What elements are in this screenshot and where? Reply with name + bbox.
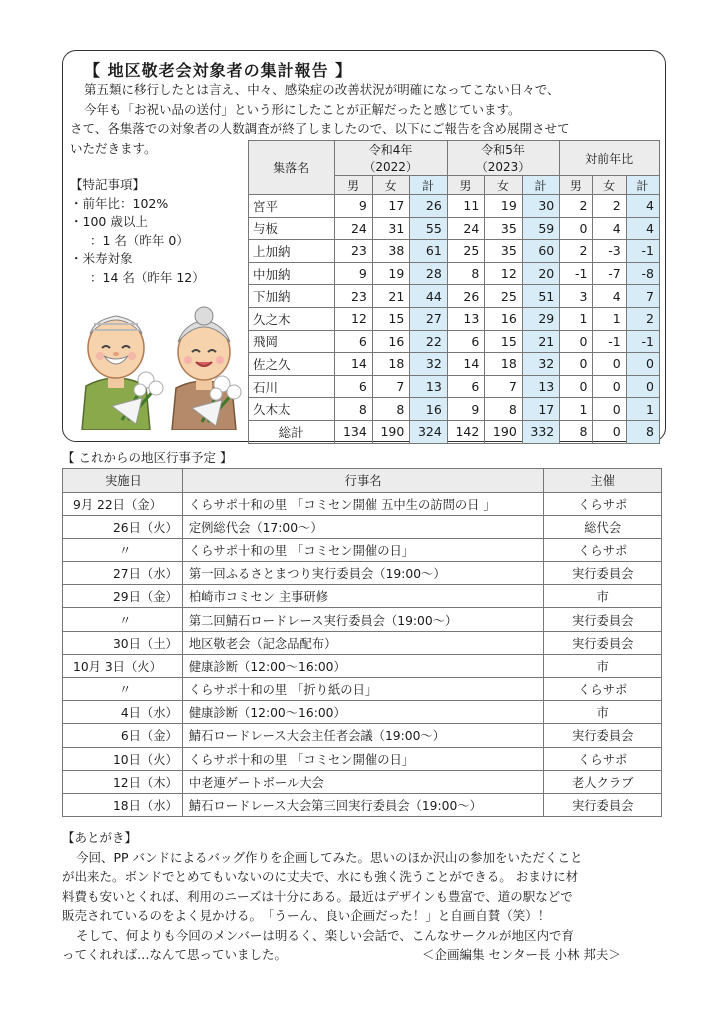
event-organizer: 実行委員会 (544, 562, 662, 585)
total-cell: 13 (410, 375, 447, 398)
count-cell: 15 (485, 330, 522, 353)
count-cell: 13 (447, 307, 484, 330)
count-cell: 16 (485, 307, 522, 330)
intro-line: いただきます。 (70, 140, 157, 156)
schedule-row (63, 492, 662, 515)
total-cell: 28 (410, 262, 447, 285)
sub-total: 計 (522, 176, 559, 195)
schedule-row (63, 678, 662, 701)
village-name: 久之木 (249, 307, 335, 330)
col-village: 集落名 (249, 141, 335, 195)
total-cell: 324 (410, 420, 447, 443)
table-row (249, 398, 660, 421)
event-date: 〃 (63, 538, 183, 561)
elderly-count-table (248, 140, 660, 444)
total-cell: 20 (522, 262, 559, 285)
count-cell: 0 (593, 420, 626, 443)
count-cell: 18 (372, 353, 409, 376)
event-date: 30日（土） (63, 631, 183, 654)
event-organizer: 市 (544, 654, 662, 677)
postscript-line: 今回、PP バンドによるバッグ作りを企画してみた。思いのほか沢山の参加をいただくこと (76, 849, 583, 865)
total-cell: 61 (410, 240, 447, 263)
sub-male: 男 (447, 176, 484, 195)
group-2022-year: （2022） (363, 160, 418, 174)
table-row (249, 240, 660, 263)
count-cell: 17 (372, 195, 409, 218)
group-2023-year: （2023） (475, 160, 531, 174)
notes-heading: 【特記事項】 (70, 177, 146, 192)
count-cell: 9 (335, 262, 372, 285)
count-cell: 190 (485, 420, 522, 443)
total-cell: 4 (626, 217, 659, 240)
count-cell: 14 (335, 353, 372, 376)
total-cell: 51 (522, 285, 559, 308)
sub-female: 女 (593, 176, 626, 195)
event-name: くらサポ十和の里 「折り紙の日」 (182, 678, 544, 701)
sub-total: 計 (410, 176, 447, 195)
total-cell: -8 (626, 262, 659, 285)
report-title: 【 地区敬老会対象者の集計報告 】 (84, 61, 353, 80)
count-cell: 2 (560, 240, 593, 263)
village-name: 下加納 (249, 285, 335, 308)
event-date: 26日（火） (63, 515, 183, 538)
group-2022-label: 令和4年 (368, 143, 413, 157)
schedule-row (63, 747, 662, 770)
schedule-table (62, 468, 662, 817)
total-cell: 1 (626, 398, 659, 421)
total-cell: 27 (410, 307, 447, 330)
count-cell: 6 (447, 330, 484, 353)
count-cell: 6 (447, 375, 484, 398)
schedule-row (63, 701, 662, 724)
total-cell: 13 (522, 375, 559, 398)
col-group-diff: 対前年比 (560, 141, 660, 176)
schedule-title: 【 これからの地区行事予定 】 (62, 450, 233, 465)
count-cell: 2 (593, 195, 626, 218)
event-name: 柏崎市コミセン 主事研修 (182, 585, 544, 608)
count-cell: 0 (593, 398, 626, 421)
event-date: 4日（水） (63, 701, 183, 724)
note-line: ・米寿対象 (70, 251, 133, 266)
total-cell: 16 (410, 398, 447, 421)
schedule-row (63, 770, 662, 793)
schedule-row (63, 562, 662, 585)
event-name: くらサポ十和の里 「コミセン開催 五中生の訪問の日 」 (182, 492, 544, 515)
postscript-line: そして、何よりも今回のメンバーは明るく、楽しい会話で、こんなサークルが地区内で育 (76, 927, 575, 943)
total-cell: 60 (522, 240, 559, 263)
table-row (249, 217, 660, 240)
postscript (62, 828, 666, 965)
count-cell: 8 (335, 398, 372, 421)
table-row (249, 262, 660, 285)
schedule-row (63, 654, 662, 677)
event-name: 定例総代会（17:00～） (182, 515, 544, 538)
total-cell: 32 (522, 353, 559, 376)
count-cell: 23 (335, 285, 372, 308)
col-group-2022 (335, 141, 447, 176)
sub-male: 男 (560, 176, 593, 195)
total-cell: 30 (522, 195, 559, 218)
total-cell: -1 (626, 240, 659, 263)
event-name: 健康診断（12:00～16:00） (182, 701, 544, 724)
count-cell: 38 (372, 240, 409, 263)
postscript-line: 販売されているのをよく見かける。 「うーん、良い企画だった！」と自画自賛（笑）！ (62, 908, 551, 923)
col-date: 実施日 (63, 469, 183, 493)
postscript-heading: 【あとがき】 (62, 830, 138, 845)
total-cell: 22 (410, 330, 447, 353)
event-name: くらサポ十和の里 「コミセン開催の日」 (182, 538, 544, 561)
intro-line: さて、各集落での対象者の人数調査が終了しましたので、以下にご報告を含め展開させて (70, 121, 570, 136)
event-name: 鯖石ロードレース大会第三回実行委員会（19:00～） (182, 793, 544, 816)
count-cell: -1 (560, 262, 593, 285)
count-cell: 26 (447, 285, 484, 308)
elderly-couple-illustration (72, 290, 248, 430)
note-line: ：1 名（昨年 0） (90, 232, 189, 248)
schedule-row (63, 608, 662, 631)
table-row (249, 307, 660, 330)
event-name: 中老連ゲートボール大会 (182, 770, 544, 793)
count-cell: 18 (485, 353, 522, 376)
count-cell: 19 (372, 262, 409, 285)
event-organizer: 実行委員会 (544, 631, 662, 654)
event-date: 9月 22日（金） (63, 492, 183, 515)
sub-total: 計 (626, 176, 659, 195)
count-cell: 3 (560, 285, 593, 308)
grandfather-figure (82, 316, 150, 430)
count-cell: 0 (560, 375, 593, 398)
sub-male: 男 (335, 176, 372, 195)
count-cell: 25 (447, 240, 484, 263)
schedule-row (63, 724, 662, 747)
event-date: 12日（木） (63, 770, 183, 793)
total-cell: 21 (522, 330, 559, 353)
village-name: 上加納 (249, 240, 335, 263)
total-cell: 29 (522, 307, 559, 330)
total-cell: 59 (522, 217, 559, 240)
event-date: 18日（水） (63, 793, 183, 816)
event-organizer: 実行委員会 (544, 724, 662, 747)
count-cell: 8 (372, 398, 409, 421)
total-row (249, 420, 660, 443)
count-cell: 24 (447, 217, 484, 240)
event-organizer: 実行委員会 (544, 793, 662, 816)
event-organizer: 実行委員会 (544, 608, 662, 631)
postscript-line: が出来た。ボンドでとめてもいないのに丈夫で、水にも強く洗うことができる。 おまけに材 (62, 869, 579, 884)
count-cell: -7 (593, 262, 626, 285)
table-row (249, 353, 660, 376)
count-cell: 8 (485, 398, 522, 421)
event-name: くらサポ十和の里 「コミセン開催の日」 (182, 747, 544, 770)
event-date: 〃 (63, 678, 183, 701)
count-cell: 1 (560, 398, 593, 421)
event-date: 10日（火） (63, 747, 183, 770)
col-organizer: 主催 (544, 469, 662, 493)
count-cell: 0 (560, 330, 593, 353)
count-cell: 4 (593, 285, 626, 308)
schedule-row (63, 538, 662, 561)
count-cell: 11 (447, 195, 484, 218)
count-cell: 35 (485, 240, 522, 263)
count-cell: 24 (335, 217, 372, 240)
count-cell: 1 (593, 307, 626, 330)
table-row (249, 195, 660, 218)
event-name: 健康診断（12:00～16:00） (182, 654, 544, 677)
count-cell: 12 (485, 262, 522, 285)
total-cell: 55 (410, 217, 447, 240)
total-cell: 44 (410, 285, 447, 308)
village-name: 佐之久 (249, 353, 335, 376)
count-cell: 7 (372, 375, 409, 398)
total-cell: 0 (626, 375, 659, 398)
special-notes (70, 176, 205, 287)
event-name: 地区敬老会（記念品配布） (182, 631, 544, 654)
village-name: 総計 (249, 420, 335, 443)
total-cell: 32 (410, 353, 447, 376)
event-name: 鯖石ロードレース大会主任者会議（19:00～） (182, 724, 544, 747)
postscript-last-row (62, 945, 666, 965)
count-cell: 0 (593, 353, 626, 376)
count-cell: 31 (372, 217, 409, 240)
village-name: 与板 (249, 217, 335, 240)
village-name: 石川 (249, 375, 335, 398)
count-cell: 15 (372, 307, 409, 330)
event-organizer: くらサポ (544, 678, 662, 701)
village-name: 中加納 (249, 262, 335, 285)
event-organizer: 総代会 (544, 515, 662, 538)
schedule-row (63, 793, 662, 816)
count-cell: 21 (372, 285, 409, 308)
total-cell: 8 (626, 420, 659, 443)
event-name: 第一回ふるさとまつり実行委員会（19:00～） (182, 562, 544, 585)
event-date: 〃 (63, 608, 183, 631)
count-cell: 25 (485, 285, 522, 308)
table-row (249, 330, 660, 353)
table-row (249, 285, 660, 308)
signature: ＜企画編集 センター長 小林 邦夫＞ (422, 947, 621, 962)
total-cell: -1 (626, 330, 659, 353)
event-organizer: 市 (544, 585, 662, 608)
count-cell: 6 (335, 375, 372, 398)
count-cell: 0 (593, 375, 626, 398)
count-cell: -1 (593, 330, 626, 353)
count-cell: 6 (335, 330, 372, 353)
total-cell: 7 (626, 285, 659, 308)
count-cell: 12 (335, 307, 372, 330)
total-cell: 0 (626, 353, 659, 376)
postscript-line: 料費も安いとくれば、利用のニーズは十分にある。最近はデザインも豊富で、道の駅などで (62, 888, 573, 904)
village-name: 宮平 (249, 195, 335, 218)
count-cell: 8 (447, 262, 484, 285)
event-name: 第二回鯖石ロードレース実行委員会（19:00～） (182, 608, 544, 631)
event-organizer: くらサポ (544, 492, 662, 515)
count-cell: 7 (485, 375, 522, 398)
total-cell: 332 (522, 420, 559, 443)
count-cell: -3 (593, 240, 626, 263)
sub-female: 女 (372, 176, 409, 195)
postscript-line: ってくれれば…なんて思っていました。 (62, 947, 288, 962)
total-cell: 17 (522, 398, 559, 421)
count-cell: 8 (560, 420, 593, 443)
event-organizer: くらサポ (544, 747, 662, 770)
count-cell: 2 (560, 195, 593, 218)
event-date: 29日（金） (63, 585, 183, 608)
col-group-2023 (447, 141, 559, 176)
count-cell: 4 (593, 217, 626, 240)
count-cell: 190 (372, 420, 409, 443)
schedule-row (63, 631, 662, 654)
event-date: 10月 3日（火） (63, 654, 183, 677)
sub-female: 女 (485, 176, 522, 195)
count-cell: 35 (485, 217, 522, 240)
event-date: 27日（水） (63, 562, 183, 585)
event-organizer: 老人クラブ (544, 770, 662, 793)
total-cell: 4 (626, 195, 659, 218)
note-line: ・100 歳以上 (70, 214, 148, 229)
count-cell: 142 (447, 420, 484, 443)
schedule-row (63, 515, 662, 538)
schedule-row (63, 585, 662, 608)
village-name: 久木太 (249, 398, 335, 421)
note-line: ：14 名（昨年 12） (90, 269, 205, 285)
village-name: 飛岡 (249, 330, 335, 353)
note-line: ・前年比：102% (70, 195, 169, 211)
group-2023-label: 令和5年 (481, 143, 525, 157)
intro-line: 第五類に移行したとは言え、中々、感染症の改善状況が明確になってこない日々で、 (84, 82, 560, 97)
count-cell: 16 (372, 330, 409, 353)
total-cell: 26 (410, 195, 447, 218)
event-organizer: 市 (544, 701, 662, 724)
count-cell: 9 (335, 195, 372, 218)
event-organizer: くらサポ (544, 538, 662, 561)
count-cell: 23 (335, 240, 372, 263)
count-cell: 1 (560, 307, 593, 330)
col-event: 行事名 (182, 469, 544, 493)
count-cell: 9 (447, 398, 484, 421)
table-row (249, 375, 660, 398)
count-cell: 0 (560, 217, 593, 240)
event-date: 6日（金） (63, 724, 183, 747)
count-cell: 0 (560, 353, 593, 376)
total-cell: 2 (626, 307, 659, 330)
count-cell: 134 (335, 420, 372, 443)
count-cell: 14 (447, 353, 484, 376)
intro-line: 今年も「お祝い品の送付」という形にしたことが正解だったと感じています。 (84, 101, 521, 117)
count-cell: 19 (485, 195, 522, 218)
